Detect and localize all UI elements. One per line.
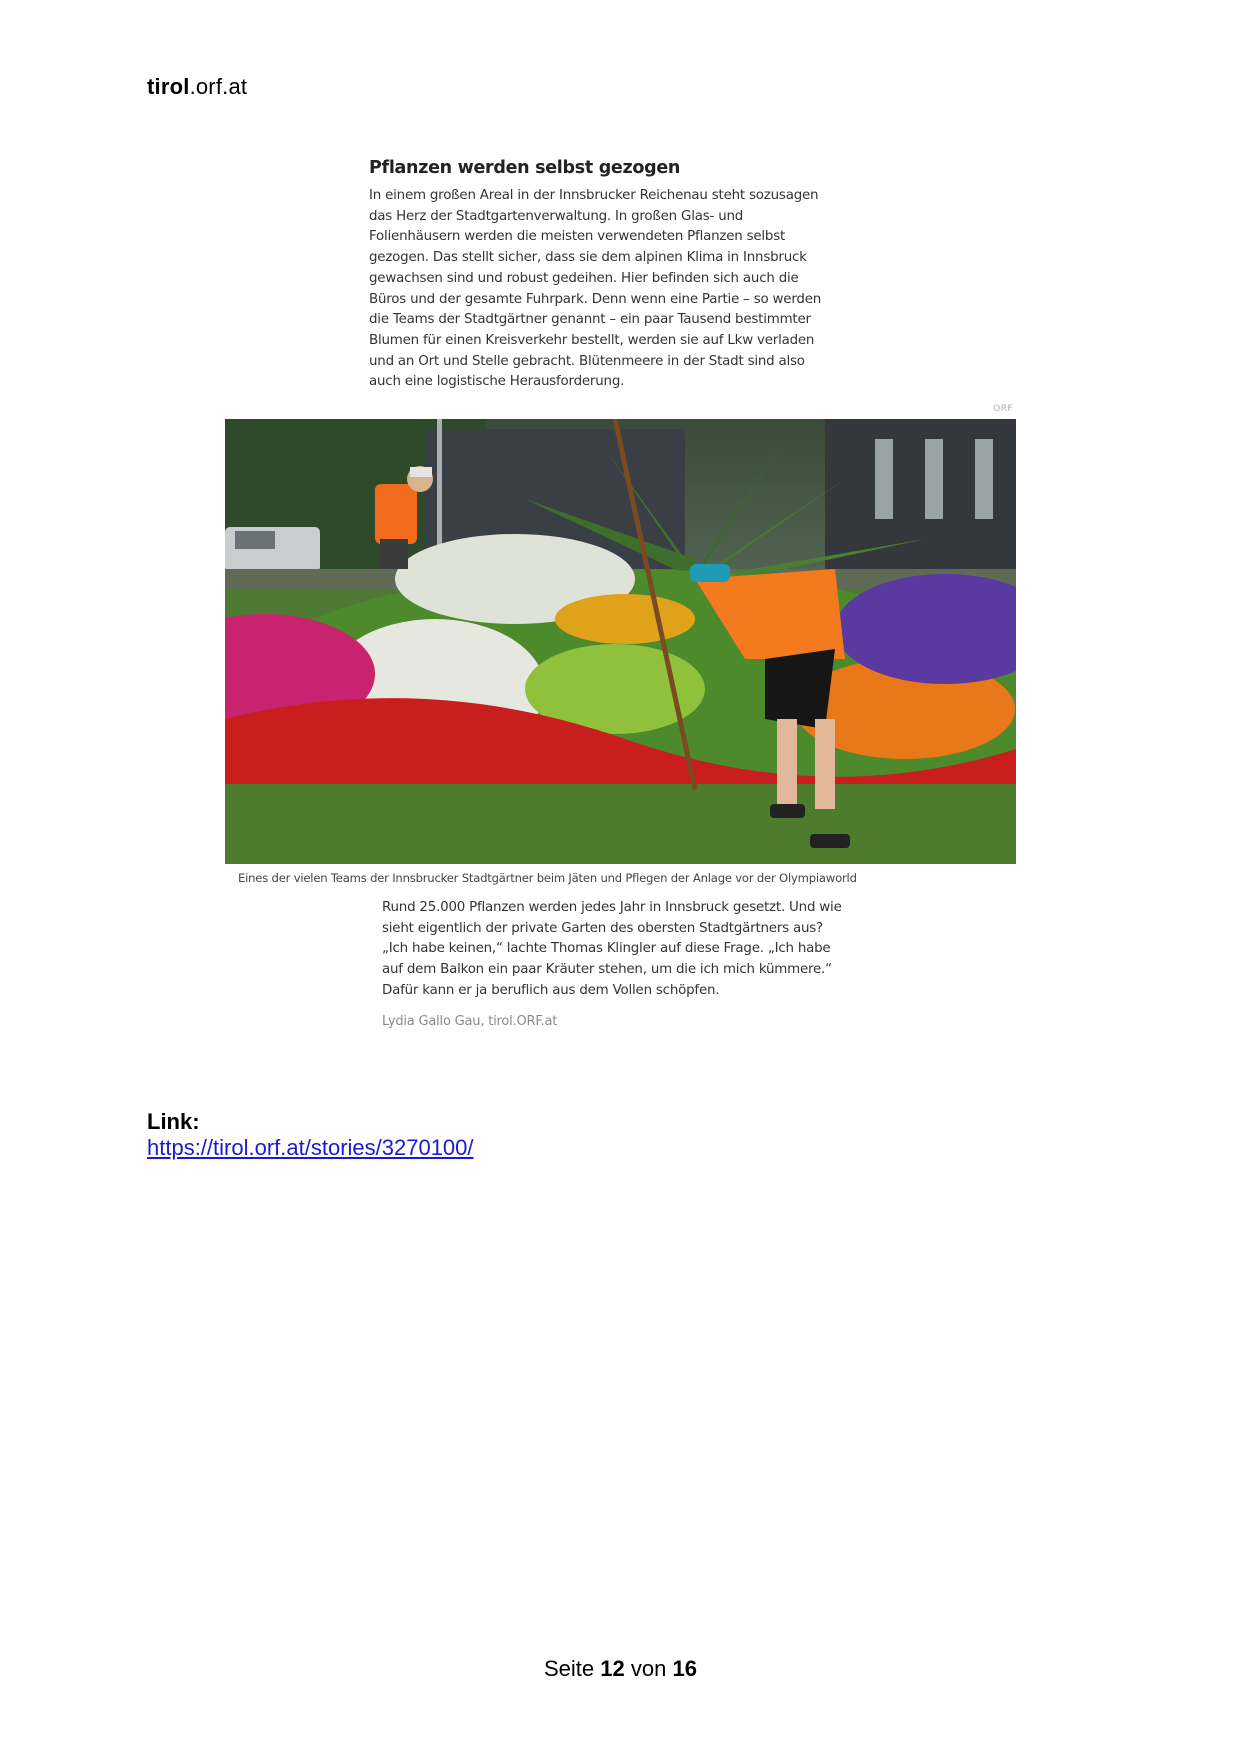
- page-number: 12: [600, 1656, 625, 1681]
- paragraph-line: die Teams der Stadtgärtner genannt – ein paar Tausend bestimmter: [369, 312, 811, 328]
- page-footer: [0, 1656, 1241, 1682]
- page-total: 16: [672, 1656, 697, 1681]
- article-section-closing: [382, 898, 862, 1029]
- paragraph-line: Folienhäusern werden die meisten verwendeten Pflanzen selbst: [369, 229, 786, 245]
- paragraph-line: auch eine logistische Herausforderung.: [369, 374, 625, 390]
- article-section-plants: [369, 158, 859, 393]
- paragraph-line: „Ich habe keinen,“ lachte Thomas Klingler auf diese Frage. „Ich habe: [382, 941, 831, 957]
- image-caption: Eines der vielen Teams der Innsbrucker Stadtgärtner beim Jäten und Pflegen der Anlage vor der Olympiaworld: [238, 871, 857, 885]
- section-paragraph: [369, 186, 859, 393]
- paragraph-line: sieht eigentlich der private Garten des obersten Stadtgärtners aus?: [382, 920, 823, 936]
- closing-paragraph: [382, 898, 862, 1002]
- paragraph-line: gezogen. Das stellt sicher, dass sie dem alpinen Klima in Innsbruck: [369, 250, 807, 266]
- link-block: [147, 1109, 474, 1161]
- page-prefix: Seite: [544, 1656, 595, 1681]
- paragraph-line: das Herz der Stadtgartenverwaltung. In großen Glas- und: [369, 208, 744, 224]
- paragraph-line: Rund 25.000 Pflanzen werden jedes Jahr in Innsbruck gesetzt. Und wie: [382, 900, 842, 915]
- image-credit: ORF: [993, 404, 1013, 414]
- source-link[interactable]: https://tirol.orf.at/stories/3270100/: [147, 1135, 474, 1160]
- paragraph-line: In einem großen Areal in der Innsbrucker Reichenau steht sozusagen: [369, 188, 819, 203]
- article-photo: [225, 419, 1016, 864]
- page-of: von: [630, 1656, 667, 1681]
- link-label: Link:: [147, 1109, 200, 1134]
- paragraph-line: Blumen für einen Kreisverkehr bestellt, werden sie auf Lkw verladen: [369, 332, 815, 348]
- paragraph-line: auf dem Balkon ein paar Kräuter stehen, um die ich mich kümmere.“: [382, 962, 832, 978]
- garden-workers-photo: [225, 419, 1016, 864]
- paragraph-line: und an Ort und Stelle gebracht. Blütenmeere in der Stadt sind also: [369, 353, 805, 369]
- author-credit: Lydia Gallo Gau, tirol.ORF.at: [382, 1013, 558, 1029]
- site-name-bold: tirol: [147, 74, 190, 99]
- site-header: [147, 74, 247, 100]
- paragraph-line: Büros und der gesamte Fuhrpark. Denn wenn eine Partie – so werden: [369, 291, 822, 307]
- paragraph-line: Dafür kann er ja beruflich aus dem Vollen schöpfen.: [382, 982, 720, 998]
- paragraph-line: gewachsen sind und robust gedeihen. Hier befinden sich auch die: [369, 270, 799, 286]
- site-name-rest: .orf.at: [189, 74, 248, 99]
- section-heading: Pflanzen werden selbst gezogen: [369, 158, 681, 178]
